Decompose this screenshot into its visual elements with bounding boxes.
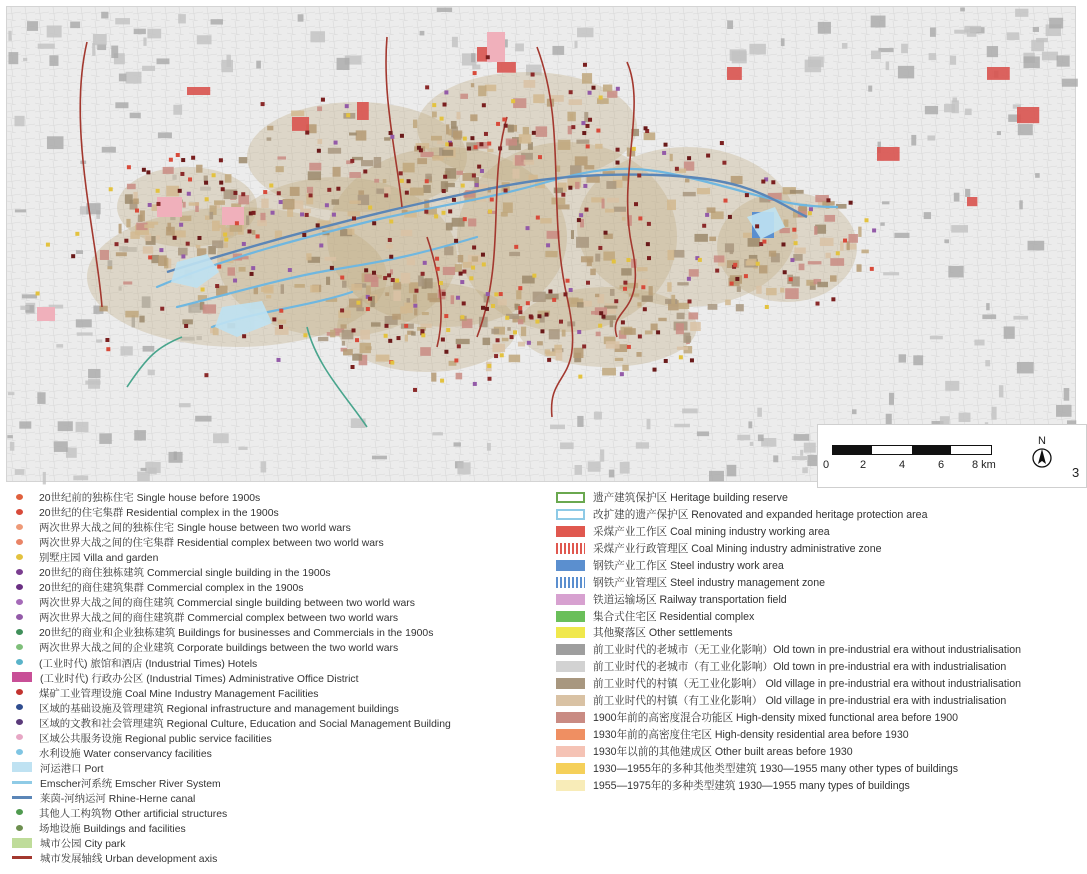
legend-left-label: 区域公共服务设施 Regional public service facilities	[39, 733, 272, 745]
legend-right-label: 遗产建筑保护区 Heritage building reserve	[593, 491, 788, 504]
legend-left-item	[12, 609, 552, 624]
legend-left-item	[12, 655, 552, 670]
legend-right-swatch-icon	[556, 526, 585, 537]
legend-left-item	[12, 564, 552, 579]
legend-left-swatch-icon	[16, 749, 23, 755]
map-panel[interactable]	[6, 6, 1080, 482]
legend-right-label: 1930年前的高密度住宅区 High-density residential area before 1930	[593, 729, 909, 742]
legend-right-item	[556, 523, 1076, 540]
legend-left-swatch-icon	[12, 856, 32, 859]
legend-left-label: 两次世界大战之间的独栋住宅 Single house between two world wars	[39, 523, 351, 535]
legend-right-swatch-icon	[556, 763, 585, 774]
legend-left-label: 两次世界大战之间的商住建筑群 Commercial complex between two world wars	[39, 613, 399, 625]
legend-right-swatch-icon	[556, 746, 585, 757]
legend-left-label: 其他人工构筑物 Other artificial structures	[39, 808, 228, 820]
legend-right-label: 前工业时代的村镇（无工业化影响） Old village in pre-industrial era without industrialisation	[593, 678, 1021, 691]
legend-left-label: 20世纪的商住建筑集群 Commercial complex in the 1900s	[39, 583, 304, 595]
legend-right-swatch-icon	[556, 695, 585, 706]
legend-left-swatch-icon	[16, 719, 23, 725]
legend-right-item	[556, 709, 1076, 726]
figure-number: 3	[1072, 465, 1080, 480]
legend-right-item	[556, 743, 1076, 760]
legend-right-label: 铁道运输场区 Railway transportation field	[593, 593, 787, 606]
scale-label-6: 6	[938, 459, 945, 471]
legend-left-swatch-icon	[16, 689, 23, 695]
legend-right-swatch-icon	[556, 560, 585, 571]
legend-left-item	[12, 850, 552, 865]
legend-left-swatch-icon	[16, 734, 23, 740]
legend-left-swatch-icon	[16, 825, 23, 831]
legend-right-swatch-icon	[556, 543, 585, 554]
legend-left-label: 场地设施 Buildings and facilities	[39, 824, 186, 836]
legend-left-item	[12, 594, 552, 609]
legend-left-item	[12, 639, 552, 654]
legend-left-item	[12, 820, 552, 835]
legend-left-swatch-icon	[12, 781, 32, 784]
legend-left-label: 区域的文教和社会管理建筑 Regional Culture, Education and Social Management Building	[39, 718, 451, 730]
legend-right-item	[556, 591, 1076, 608]
legend-left-item	[12, 730, 552, 745]
legend-left-swatch-icon	[12, 796, 32, 799]
legend-left-item	[12, 549, 552, 564]
legend-right-swatch-icon	[556, 627, 585, 638]
legend-right-swatch-icon	[556, 678, 585, 689]
legend-left-swatch-icon	[16, 659, 23, 665]
legend-left-swatch-icon	[16, 554, 23, 560]
legend-left-label: 煤矿工业管理设施 Coal Mine Industry Management Facilities	[39, 688, 319, 700]
legend-right-item	[556, 641, 1076, 658]
legend-left-label: (工业时代) 旅馆和酒店 (Industrial Times) Hotels	[39, 658, 258, 670]
legend-left-swatch-icon	[16, 494, 23, 500]
legend-right-item	[556, 777, 1076, 794]
legend-left-item	[12, 534, 552, 549]
legend-right-label: 1900年前的高密度混合功能区 High-density mixed functional area before 1900	[593, 712, 959, 725]
legend-right-label: 改扩建的遗产保护区 Renovated and expanded heritage protection area	[593, 508, 928, 521]
legend-right-swatch-icon	[556, 509, 585, 520]
legend-right-swatch-icon	[556, 661, 585, 672]
legend-right-item	[556, 625, 1076, 642]
legend-left-item	[12, 489, 552, 504]
legend-left-swatch-icon	[16, 704, 23, 710]
north-label: N	[1038, 435, 1046, 447]
legend-left-label: 两次世界大战之间的商住建筑 Commercial single building between two world wars	[39, 598, 415, 610]
legend-left-swatch-icon	[16, 539, 23, 545]
scale-label-2: 2	[860, 459, 867, 471]
legend-left-label: 莱茵-河纳运河 Rhine-Herne canal	[40, 793, 196, 805]
legend-left-swatch-icon	[12, 672, 32, 682]
legend-right-item	[556, 692, 1076, 709]
legend-right-swatch-icon	[556, 611, 585, 622]
legend-left-swatch-icon	[16, 809, 23, 815]
legend-left-item	[12, 745, 552, 760]
legend-right-item	[556, 506, 1076, 523]
scale-bar	[832, 445, 992, 455]
legend-left-label: 河运港口 Port	[40, 763, 104, 775]
legend-right-item	[556, 675, 1076, 692]
legend-left-label: 20世纪的住宅集群 Residential complex in the 1900s	[39, 508, 279, 520]
legend-left-swatch-icon	[16, 629, 23, 635]
legend-left-swatch-icon	[16, 524, 23, 530]
legend-right-item	[556, 540, 1076, 557]
legend-left-label: 两次世界大战之间的企业建筑 Corporate buildings between the two world wars	[39, 643, 399, 655]
legend-left-swatch-icon	[16, 569, 23, 575]
legend-right-label: 1930—1955年的多种其他类型建筑 1930—1955 many other types of buildings	[593, 762, 959, 775]
legend-left-label: 20世纪前的独栋住宅 Single house before 1900s	[39, 493, 261, 504]
legend-right-swatch-icon	[556, 577, 585, 588]
legend-left-swatch-icon	[16, 509, 23, 515]
legend-left-label: (工业时代) 行政办公区 (Industrial Times) Administrative Office District	[40, 673, 359, 685]
legend-left	[12, 489, 552, 865]
legend-right-item	[556, 726, 1076, 743]
legend-left-item	[12, 685, 552, 700]
regional-land-use-map[interactable]	[7, 7, 1075, 481]
legend-left-item	[12, 700, 552, 715]
legend-right-label: 1955—1975年的多种类型建筑 1930—1955 many types of buildings	[593, 779, 910, 792]
scale-label-0: 0	[823, 459, 830, 471]
legend-right-swatch-icon	[556, 712, 585, 723]
legend-right-swatch-icon	[556, 644, 585, 655]
legend-right-label: 集合式住宅区 Residential complex	[593, 610, 755, 623]
legend-right-swatch-icon	[556, 594, 585, 605]
legend-left-item	[12, 775, 552, 790]
legend-right-item	[556, 608, 1076, 625]
legend-right-swatch-icon	[556, 492, 585, 503]
legend-left-item	[12, 715, 552, 730]
legend-right-label: 前工业时代的老城市（有工业化影响）Old town in pre-industrial era with industrialisation	[593, 661, 1007, 674]
legend-left-swatch-icon	[16, 644, 23, 650]
legend-left-item	[12, 504, 552, 519]
legend-left-swatch-icon	[16, 584, 23, 590]
legend-left-label: 区域的基础设施及管理建筑 Regional infrastructure and management buildings	[39, 703, 399, 715]
legend-right-item	[556, 658, 1076, 675]
legend-left-item	[12, 519, 552, 534]
legend-right-label: 钢铁产业管理区 Steel industry management zone	[593, 576, 825, 589]
scale-label-4: 4	[899, 459, 906, 471]
legend-left-label: 20世纪的商住独栋建筑 Commercial single building in the 1900s	[39, 568, 331, 580]
legend-right-label: 1930年以前的其他建成区 Other built areas before 1930	[593, 746, 853, 758]
legend-left-label: Emscher河系统 Emscher River System	[40, 778, 221, 790]
legend-right-item	[556, 760, 1076, 777]
scale-label-8: 8 km	[972, 459, 996, 471]
legend-left-item	[12, 835, 552, 850]
legend-left-item	[12, 579, 552, 594]
north-arrow	[1030, 435, 1054, 469]
scale-and-north-box	[817, 424, 1087, 488]
legend-left-item	[12, 805, 552, 820]
legend-right-item	[556, 489, 1076, 506]
legend-left-swatch-icon	[12, 838, 32, 848]
legend-left-label: 城市公园 City park	[40, 839, 126, 851]
legend-left-label: 水利设施 Water conservancy facilities	[39, 748, 212, 760]
legend-left-item	[12, 790, 552, 805]
legend-right-item	[556, 557, 1076, 574]
legend-right-label: 前工业时代的村镇（有工业化影响） Old village in pre-industrial era with industrialisation	[593, 695, 1007, 708]
legend-right-label: 钢铁产业工作区 Steel industry work area	[593, 559, 784, 572]
legend-left-swatch-icon	[12, 762, 32, 772]
legend-left-item	[12, 670, 552, 685]
legend-left-label: 两次世界大战之间的住宅集群 Residential complex between two world wars	[39, 538, 384, 550]
legend-right-swatch-icon	[556, 729, 585, 740]
legend-left-item	[12, 760, 552, 775]
legend-left-swatch-icon	[16, 599, 23, 605]
legend-right-item	[556, 574, 1076, 591]
north-arrow-icon	[1030, 447, 1054, 469]
legend-right	[556, 489, 1076, 794]
legend-right-label: 采煤产业工作区 Coal mining industry working area	[593, 525, 830, 538]
legend-right-label: 前工业时代的老城市（无工业化影响）Old town in pre-industrial era without industrialisation	[593, 644, 1021, 657]
legend-left-swatch-icon	[16, 614, 23, 620]
legend-right-swatch-icon	[556, 780, 585, 791]
legend-right-label: 其他聚落区 Other settlements	[593, 627, 733, 640]
legend-left-label: 城市发展轴线 Urban development axis	[40, 854, 218, 866]
legend-left-label: 别墅庄园 Villa and garden	[39, 553, 159, 565]
legend-right-label: 采煤产业行政管理区 Coal Mining industry administrative zone	[593, 542, 882, 555]
legend-left-item	[12, 624, 552, 639]
legend-left-label: 20世纪的商业和企业独栋建筑 Buildings for businesses and Commercials in the 1900s	[39, 628, 434, 640]
